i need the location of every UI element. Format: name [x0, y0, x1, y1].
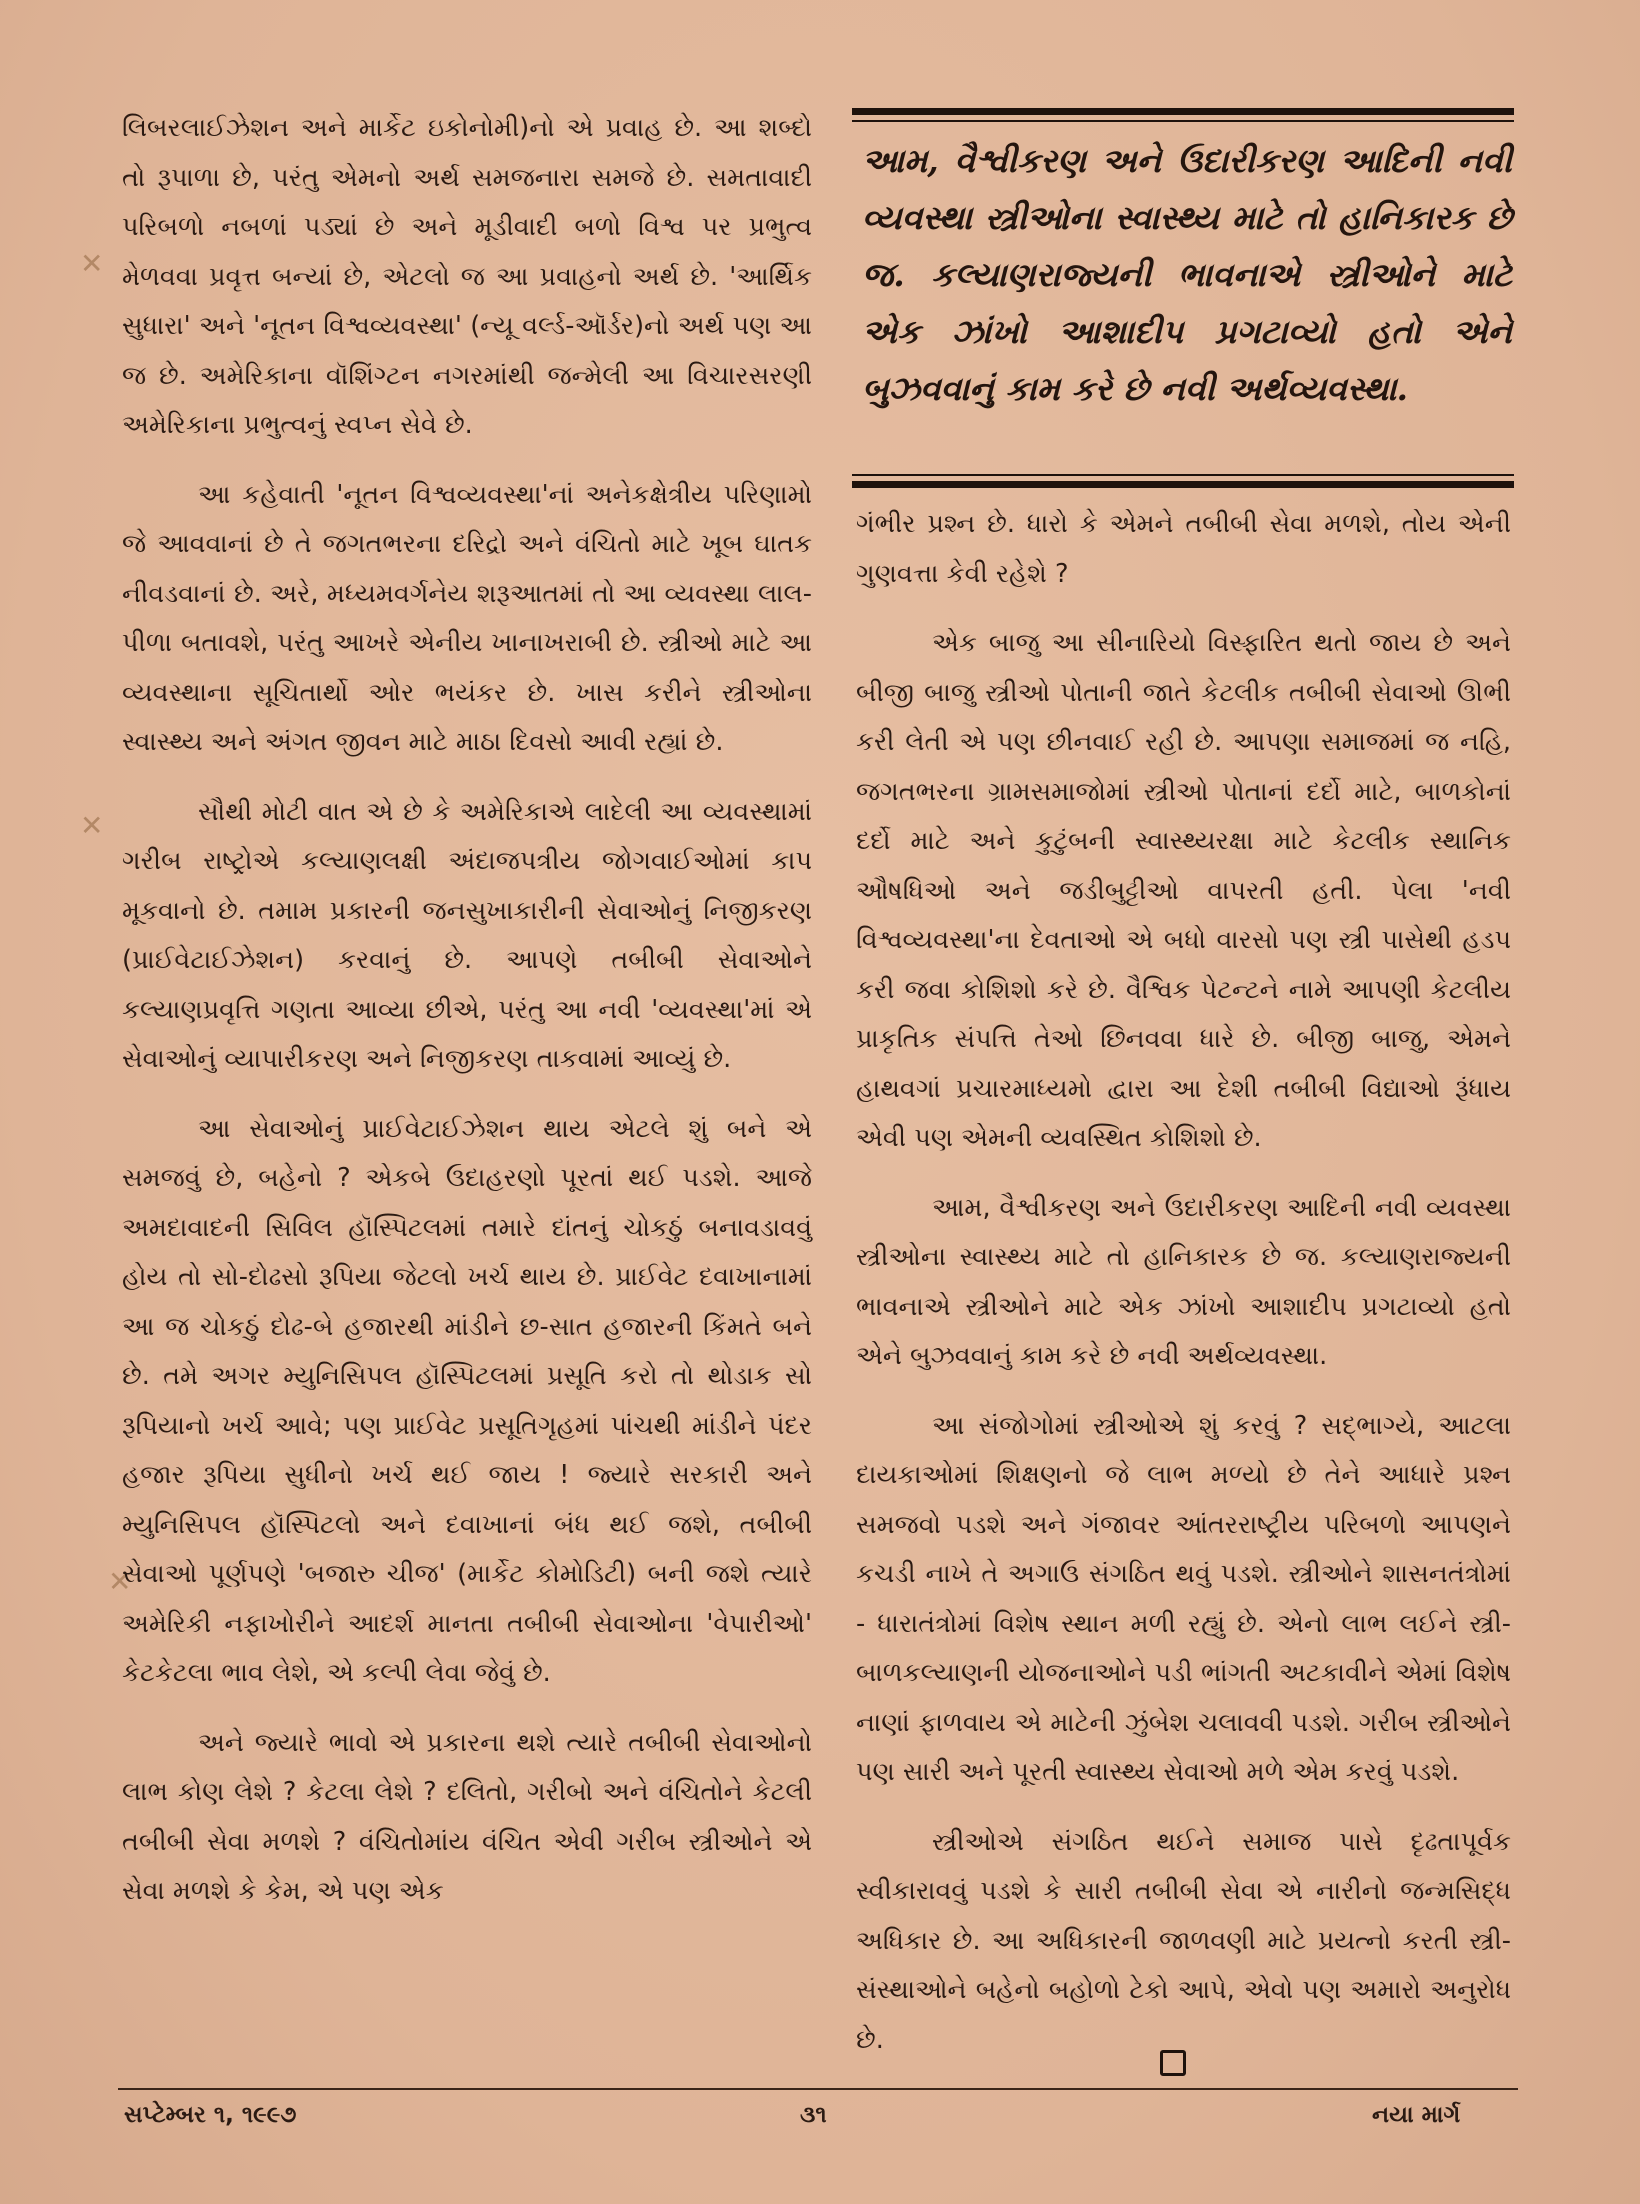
body-paragraph: સ્ત્રીઓએ સંગઠિત થઈને સમાજ પાસે દૃઢતાપૂર્વક સ્વીકારાવવું પડશે કે સારી તબીબી સેવા એ નારીનો જન્મસિદ્ધ અધિકાર છે. આ અધિકારની જાળવણી માટે પ્રયત્નો કરતી સ્ત્રી-સંસ્થાઓને બહેનો બહોળો ટેકો આપે, એવો પણ અમારો અનુરોધ છે. [856, 1826, 1511, 2055]
body-paragraph: લિબરલાઈઝેશન અને માર્કેટ ઇકોનોમી)નો એ પ્રવાહ છે. આ શબ્દો તો રૂપાળા છે, પરંતુ એમનો અર્થ સમજનારા સમજે છે. સમતાવાદી પરિબળો નબળાં પડ્યાં છે અને મૂડીવાદી બળો વિશ્વ પર પ્રભુત્વ મેળવવા પ્રવૃત્ત બન્યાં છે, એટલો જ આ પ્રવાહનો અર્થ છે. 'આર્થિક સુધારા' અને 'નૂતન વિશ્વવ્યવસ્થા' (ન્યૂ વર્લ્ડ-ઑર્ડર)નો અર્થ પણ આ જ છે. અમેરિકાના વૉશિંગ્ટન નગરમાંથી જન્મેલી આ વિચારસરણી અમેરિકાના પ્રભુત્વનું સ્વપ્ન સેવે છે. [122, 113, 812, 440]
footer-rule [118, 2088, 1518, 2090]
body-paragraph: આ કહેવાતી 'નૂતન વિશ્વવ્યવસ્થા'નાં અનેકક્ષેત્રીય પરિણામો જે આવવાનાં છે તે જગતભરના દરિદ્રો અને વંચિતો માટે ખૂબ ઘાતક નીવડવાનાં છે. અરે, મધ્યમવર્ગનેય શરૂઆતમાં તો આ વ્યવસ્થા લાલ-પીળા બતાવશે, પરંતુ આખરે એનીય ખાનાખરાબી છે. સ્ત્રીઓ માટે આ વ્યવસ્થાના સૂચિતાર્થો ઓર ભયંકર છે. ખાસ કરીને સ્ત્રીઓના સ્વાસ્થ્ય અને અંગત જીવન માટે માઠા દિવસો આવી રહ્યાં છે. [122, 479, 812, 757]
staple-mark: ✕ [80, 247, 104, 280]
body-paragraph: એક બાજુ આ સીનારિયો વિસ્ફારિત થતો જાય છે અને બીજી બાજુ સ્ત્રીઓ પોતાની જાતે કેટલીક તબીબી સેવાઓ ઊભી કરી લેતી એ પણ છીનવાઈ રહી છે. આપણા સમાજમાં જ નહિ, જગતભરના ગ્રામસમાજોમાં સ્ત્રીઓ પોતાનાં દર્દો માટે, બાળકોનાં દર્દો માટે અને કુટુંબની સ્વાસ્થ્યરક્ષા માટે કેટલીક સ્થાનિક ઔષધિઓ અને જડીબુટ્ટીઓ વાપરતી હતી. પેલા 'નવી વિશ્વવ્યવસ્થા'ના દેવતાઓ એ બધો વારસો પણ સ્ત્રી પાસેથી હડપ કરી જવા કોશિશો કરે છે. વૈશ્વિક પેટન્ટને નામે આપણી કેટલીય પ્રાકૃતિક સંપત્તિ તેઓ છિનવવા ધારે છે. બીજી બાજુ, એમને હાથવગાં પ્રચારમાધ્યમો દ્વારા આ દેશી તબીબી વિદ્યાઓ રૂંધાય એવી પણ એમની વ્યવસ્થિત કોશિશો છે. [856, 628, 1511, 1153]
publication-name: નયા માર્ગ [1372, 2102, 1461, 2128]
pull-quote-bottom-rule-thin [852, 474, 1514, 476]
left-column [122, 104, 812, 1937]
staple-mark: ✕ [80, 809, 104, 842]
pull-quote-box [852, 108, 1514, 488]
right-column [856, 500, 1511, 2085]
body-paragraph: આ સંજોગોમાં સ્ત્રીઓએ શું કરવું ? સદ્ભાગ્યે, આટલા દાયકાઓમાં શિક્ષણનો જે લાભ મળ્યો છે તેને આધારે પ્રશ્ન સમજવો પડશે અને ગંજાવર આંતરરાષ્ટ્રીય પરિબળો આપણને કચડી નાખે તે અગાઉ સંગઠિત થવું પડશે. સ્ત્રીઓને શાસનતંત્રોમાં - ધારાતંત્રોમાં વિશેષ સ્થાન મળી રહ્યું છે. એનો લાભ લઈને સ્ત્રી-બાળકલ્યાણની યોજનાઓને પડી ભાંગતી અટકાવીને એમાં વિશેષ નાણાં ફાળવાય એ માટેની ઝુંબેશ ચલાવવી પડશે. ગરીબ સ્ત્રીઓને પણ સારી અને પૂરતી સ્વાસ્થ્ય સેવાઓ મળે એમ કરવું પડશે. [856, 1410, 1511, 1787]
pull-quote-text: આમ, વૈશ્વીકરણ અને ઉદારીકરણ આદિની નવી વ્યવસ્થા સ્ત્રીઓના સ્વાસ્થ્ય માટે તો હાનિકારક છે જ. કલ્યાણરાજ્યની ભાવનાએ સ્ત્રીઓને માટે એક ઝાંખો આશાદીપ પ્રગટાવ્યો હતો એને બુઝવવાનું કામ કરે છે નવી અર્થવ્યવસ્થા. [862, 141, 1512, 408]
pull-quote-top-rule [852, 108, 1514, 115]
pull-quote-top-rule-thin [852, 120, 1514, 122]
body-paragraph: અને જ્યારે ભાવો એ પ્રકારના થશે ત્યારે તબીબી સેવાઓનો લાભ કોણ લેશે ? કેટલા લેશે ? દલિતો, ગરીબો અને વંચિતોને કેટલી તબીબી સેવા મળશે ? વંચિતોમાંય વંચિત એવી ગરીબ સ્ત્રીઓને એ સેવા મળશે કે કેમ, એ પણ એક [122, 1727, 812, 1906]
body-paragraph: સૌથી મોટી વાત એ છે કે અમેરિકાએ લાદેલી આ વ્યવસ્થામાં ગરીબ રાષ્ટ્રોએ કલ્યાણલક્ષી અંદાજપત્રીય જોગવાઈઓમાં કાપ મૂકવાનો છે. તમામ પ્રકારની જનસુખાકારીની સેવાઓનું નિજીકરણ (પ્રાઈવેટાઈઝેશન) કરવાનું છે. આપણે તબીબી સેવાઓને કલ્યાણપ્રવૃત્તિ ગણતા આવ્યા છીએ, પરંતુ આ નવી 'વ્યવસ્થા'માં એ સેવાઓનું વ્યાપારીકરણ અને નિજીકરણ તાકવામાં આવ્યું છે. [122, 796, 812, 1074]
end-of-article-mark [1160, 2050, 1186, 2076]
body-paragraph: ગંભીર પ્રશ્ન છે. ધારો કે એમને તબીબી સેવા મળશે, તોય એની ગુણવત્તા કેવી રહેશે ? [856, 509, 1511, 589]
page-number: ૩૧ [800, 2102, 827, 2128]
body-paragraph: આ સેવાઓનું પ્રાઈવેટાઈઝેશન થાય એટલે શું બને એ સમજવું છે, બહેનો ? એકબે ઉદાહરણો પૂરતાં થઈ પડશે. આજે અમદાવાદની સિવિલ હૉસ્પિટલમાં તમારે દાંતનું ચોકઠું બનાવડાવવું હોય તો સો-દોઢસો રૂપિયા જેટલો ખર્ચ થાય છે. પ્રાઈવેટ દવાખાનામાં આ જ ચોકઠું દોઢ-બે હજારથી માંડીને છ-સાત હજારની કિંમતે બને છે. તમે અગર મ્યુનિસિપલ હૉસ્પિટલમાં પ્રસૂતિ કરો તો થોડાક સો રૂપિયાનો ખર્ચ આવે; પણ પ્રાઈવેટ પ્રસૂતિગૃહમાં પાંચથી માંડીને પંદર હજાર રૂપિયા સુધીનો ખર્ચ થઈ જાય ! જ્યારે સરકારી અને મ્યુનિસિપલ હૉસ્પિટલો અને દવાખાનાં બંધ થઈ જશે, તબીબી સેવાઓ પૂર્ણપણે 'બજારુ ચીજ' (માર્કેટ કોમોડિટી) બની જશે ત્યારે અમેરિકી નફાખોરીને આદર્શ માનતા તબીબી સેવાઓના 'વેપારીઓ' કેટકેટલા ભાવ લેશે, એ કલ્પી લેવા જેવું છે. [122, 1113, 812, 1688]
pull-quote-bottom-rule [852, 481, 1514, 488]
body-paragraph: આમ, વૈશ્વીકરણ અને ઉદારીકરણ આદિની નવી વ્યવસ્થા સ્ત્રીઓના સ્વાસ્થ્ય માટે તો હાનિકારક છે જ. કલ્યાણરાજ્યની ભાવનાએ સ્ત્રીઓને માટે એક ઝાંખો આશાદીપ પ્રગટાવ્યો હતો એને બુઝવવાનું કામ કરે છે નવી અર્થવ્યવસ્થા. [856, 1192, 1511, 1371]
footer-date: સપ્ટેમ્બર ૧, ૧૯૯૭ [124, 2102, 297, 2128]
staple-mark: ✕ [108, 1565, 132, 1598]
